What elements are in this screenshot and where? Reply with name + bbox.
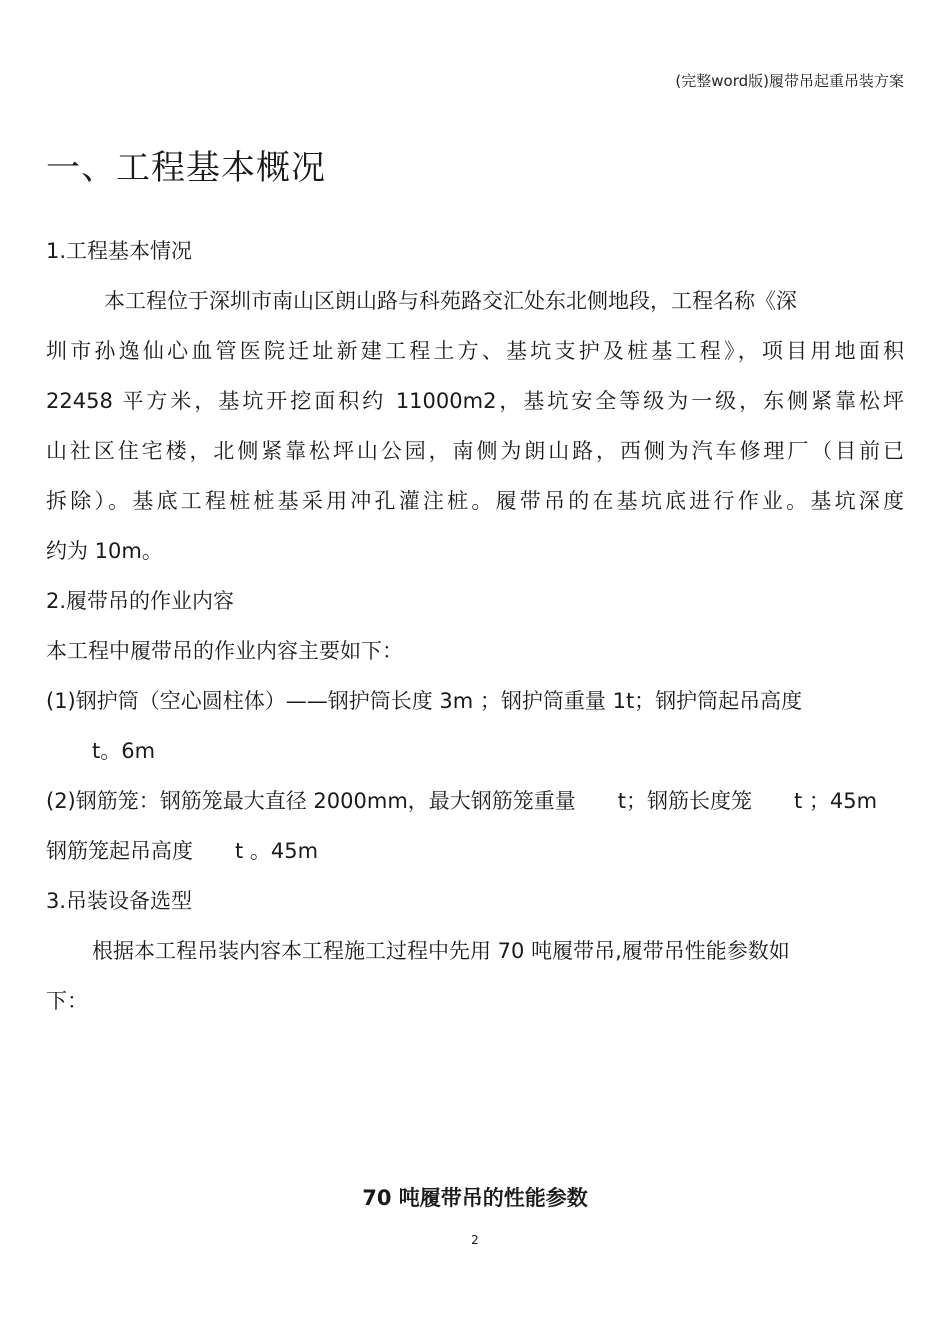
paragraph-line: 圳市孙逸仙心血管医院迁址新建工程土方、基坑支护及桩基工程》，项目用地面积 <box>46 339 904 363</box>
paragraph-line: 根据本工程吊装内容本工程施工过程中先用 70 吨履带吊,履带吊性能参数如 <box>92 939 790 963</box>
list-item: (2)钢筋笼：钢筋笼最大直径 2000mm，最大钢筋笼重量 t；钢筋长度笼 t ；45m <box>46 789 878 813</box>
list-item-continuation: 钢筋笼起吊高度 t 。45m <box>46 839 319 863</box>
paragraph-line: 下： <box>46 989 88 1013</box>
subsection-title-3: 3.吊装设备选型 <box>46 889 193 913</box>
paragraph-line: 约为 10m。 <box>46 539 163 563</box>
running-header: (完整word版)履带吊起重吊装方案 <box>675 72 904 90</box>
page-number: 2 <box>471 1233 479 1247</box>
table-caption: 70 吨履带吊的性能参数 <box>362 1186 588 1210</box>
list-item-continuation: t。6m <box>92 739 156 763</box>
paragraph-line: 山社区住宅楼，北侧紧靠松坪山公园，南侧为朗山路，西侧为汽车修理厂（目前已 <box>46 439 904 463</box>
paragraph-line: 本工程中履带吊的作业内容主要如下： <box>46 639 403 663</box>
paragraph-line: 22458 平方米，基坑开挖面积约 11000m2，基坑安全等级为一级，东侧紧靠松坪 <box>46 389 904 413</box>
subsection-title-1: 1.工程基本情况 <box>46 239 193 263</box>
paragraph-line: 本工程位于深圳市南山区朗山路与科苑路交汇处东北侧地段，工程名称《深 <box>104 289 797 313</box>
section-heading: 一、工程基本概况 <box>46 148 326 188</box>
paragraph-line: 拆除）。基底工程桩桩基采用冲孔灌注桩。履带吊的在基坑底进行作业。基坑深度 <box>46 489 904 513</box>
list-item: (1)钢护筒（空心圆柱体）——钢护筒长度 3m ；钢护筒重量 1t；钢护筒起吊高度 <box>46 689 803 713</box>
subsection-title-2: 2.履带吊的作业内容 <box>46 589 235 613</box>
